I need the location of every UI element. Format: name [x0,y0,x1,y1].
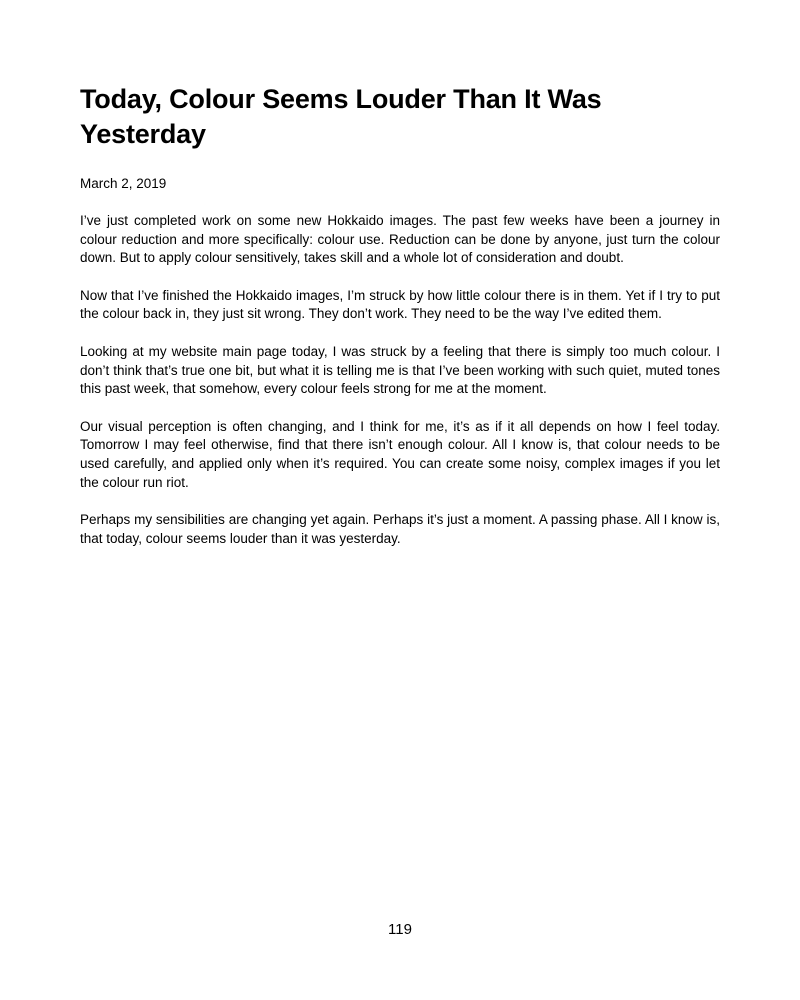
article-title: Today, Colour Seems Louder Than It Was Yesterday [80,84,602,149]
page-number: 119 [388,921,412,938]
paragraph-5: Perhaps my sensibilities are changing yet again. Perhaps it’s just a moment. A passing phase. All I know is, that today, colour seems louder than it was yesterday. [80,512,720,546]
paragraph-3: Looking at my website main page today, I was struck by a feeling that there is simply too much colour. I don’t think that’s true one bit, but what it is telling me is that I’ve been working with such quiet, muted tones this past week, that somehow, every colour feels strong for me at the moment. [80,343,720,397]
article-date: March 2, 2019 [80,176,167,191]
page-content [80,0,720,548]
paragraph-1: I’ve just completed work on some new Hokkaido images. The past few weeks have been a journey in colour reduction and more specifically: colour use. Reduction can be done by anyone, just turn the colour down. But to apply colour sensitively, takes skill and a whole lot of consideration and doubt. [80,213,720,266]
paragraph-2: Now that I’ve finished the Hokkaido images, I’m struck by how little colour there is in them. Yet if I try to put the colour back in, they just sit wrong. They don’t work. They need to be the way I’ve edited them. [80,287,720,322]
paragraph-4: Our visual perception is often changing, and I think for me, it’s as if it all depends on how I feel today. Tomorrow I may feel otherwise, find that there isn’t enough colour. All I know is, that colour needs to be used carefully, and applied only when it’s required. You can create some noisy, complex images if you let the colour run riot. [80,418,720,490]
